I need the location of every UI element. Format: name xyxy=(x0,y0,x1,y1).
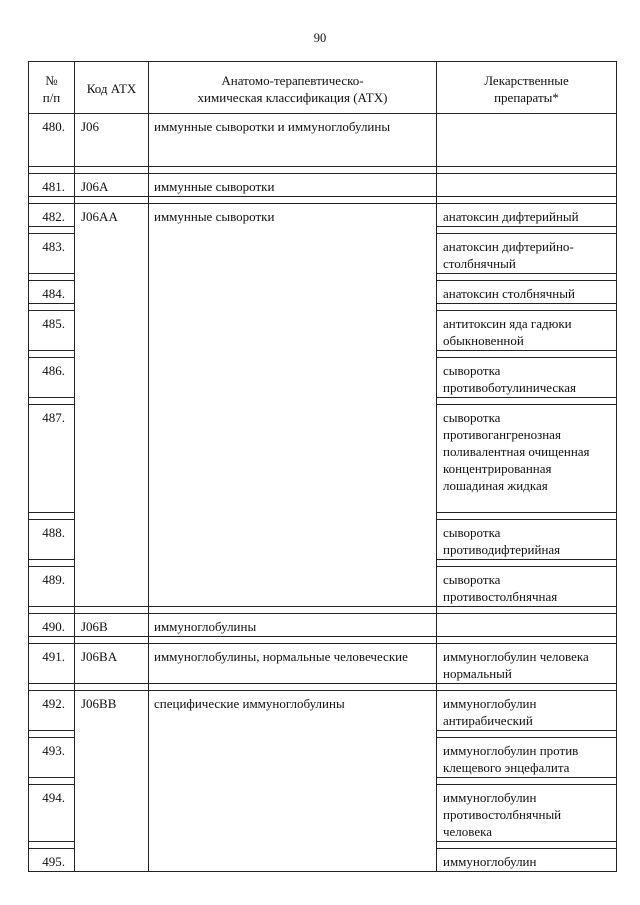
row-num: 489. xyxy=(29,567,75,607)
row-drug: иммуноглобулин xyxy=(437,849,617,872)
row-num: 487. xyxy=(29,405,75,513)
row-drug: анатоксин столбнячный xyxy=(437,281,617,304)
row-classification: иммуноглобулины xyxy=(149,614,437,637)
row-drug: иммуноглобулин человека нормальный xyxy=(437,644,617,684)
table-row xyxy=(29,114,617,167)
row-num: 481. xyxy=(29,174,75,197)
row-classification: специфические иммуноглобулины xyxy=(149,691,437,872)
row-num: 483. xyxy=(29,234,75,274)
row-separator xyxy=(29,167,617,174)
row-num: 485. xyxy=(29,311,75,351)
row-drug: иммуноглобулин антирабический xyxy=(437,691,617,731)
header-classification: Анатомо-терапевтическо-химическая классификация (АТХ) xyxy=(149,62,437,114)
row-code: J06BA xyxy=(75,644,149,684)
row-code: J06B xyxy=(75,614,149,637)
row-num: 493. xyxy=(29,738,75,778)
table-row xyxy=(29,691,617,731)
table-row xyxy=(29,644,617,684)
header-num: № п/п xyxy=(29,62,75,114)
header-code: Код АТХ xyxy=(75,62,149,114)
row-classification: иммуноглобулины, нормальные человеческие xyxy=(149,644,437,684)
row-num: 490. xyxy=(29,614,75,637)
row-drug: сыворотка противогангренозная поливалентная очищенная концентрированная лошадиная жидкая xyxy=(437,405,617,513)
row-code: J06 xyxy=(75,114,149,167)
row-separator xyxy=(29,684,617,691)
row-classification: иммунные сыворотки xyxy=(149,174,437,197)
row-num: 494. xyxy=(29,785,75,842)
row-separator xyxy=(29,607,617,614)
row-drug: сыворотка противоботулиническая xyxy=(437,358,617,398)
page-number: 90 xyxy=(313,31,327,45)
table-row xyxy=(29,614,617,637)
row-drug: анатоксин дифтерийный xyxy=(437,204,617,227)
row-num: 484. xyxy=(29,281,75,304)
row-classification: иммунные сыворотки и иммуноглобулины xyxy=(149,114,437,167)
table-row xyxy=(29,204,617,227)
row-num: 491. xyxy=(29,644,75,684)
row-num: 488. xyxy=(29,520,75,560)
row-code: J06AA xyxy=(75,204,149,607)
row-drug xyxy=(437,174,617,197)
row-drug: антитоксин яда гадюки обыкновенной xyxy=(437,311,617,351)
row-code: J06A xyxy=(75,174,149,197)
row-drug xyxy=(437,114,617,167)
row-code: J06BB xyxy=(75,691,149,872)
row-num: 482. xyxy=(29,204,75,227)
row-num: 495. xyxy=(29,849,75,872)
row-drug: иммуноглобулин противостолбнячный человека xyxy=(437,785,617,842)
header-drugs: Лекарственные препараты* xyxy=(437,62,617,114)
row-num: 492. xyxy=(29,691,75,731)
row-separator xyxy=(29,637,617,644)
atc-drug-table xyxy=(28,61,617,872)
row-drug: сыворотка противостолбнячная xyxy=(437,567,617,607)
row-separator xyxy=(29,197,617,204)
row-drug: анатоксин дифтерийно-столбнячный xyxy=(437,234,617,274)
table-row xyxy=(29,174,617,197)
row-drug: сыворотка противодифтерийная xyxy=(437,520,617,560)
row-drug: иммуноглобулин против клещевого энцефалита xyxy=(437,738,617,778)
row-num: 486. xyxy=(29,358,75,398)
row-drug xyxy=(437,614,617,637)
row-classification: иммунные сыворотки xyxy=(149,204,437,607)
row-num: 480. xyxy=(29,114,75,167)
